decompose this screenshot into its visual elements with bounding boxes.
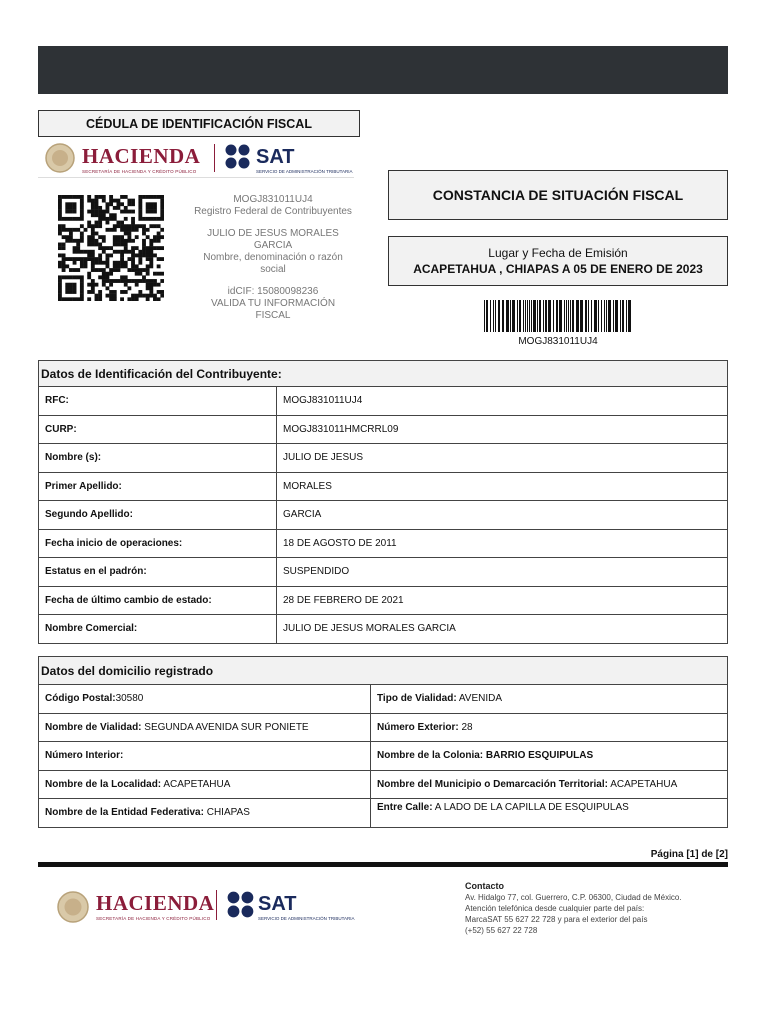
field-value: MOGJ831011HMCRRL09 <box>277 415 728 444</box>
table-row <box>39 742 728 771</box>
address-cell <box>371 685 728 714</box>
id-name-line2: GARCIA <box>253 240 293 251</box>
field-label: Nombre (s): <box>39 444 277 473</box>
id-rfc-label: Registro Federal de Contribuyentes <box>194 206 352 217</box>
address-cell <box>371 713 728 742</box>
footer-sat-text: SAT <box>258 893 297 915</box>
contacto-line3: MarcaSAT 55 627 22 728 y para el exterior del país <box>465 915 648 924</box>
idcif-value: 15080098236 <box>257 286 319 297</box>
table-row <box>39 770 728 799</box>
address-value: AVENIDA <box>456 693 503 705</box>
lugar-fecha-box <box>388 236 728 286</box>
footer-hacienda-text: HACIENDA <box>96 891 215 915</box>
table-row <box>39 558 728 587</box>
logo-divider <box>214 144 215 172</box>
valida-line1: VALIDA TU INFORMACIÓN <box>210 298 336 309</box>
field-label: Estatus en el padrón: <box>39 558 277 587</box>
qr-code <box>58 195 164 306</box>
sat-dots-icon <box>226 891 256 924</box>
table-row <box>39 472 728 501</box>
footer-hacienda-subtitle: SECRETARÍA DE HACIENDA Y CRÉDITO PÚBLICO <box>96 916 211 921</box>
address-value: A LADO DE LA CAPILLA DE ESQUIPULAS <box>432 802 629 813</box>
address-value: ACAPETAHUA <box>607 778 678 790</box>
address-value: BARRIO ESQUIPULAS <box>483 750 594 762</box>
address-label: Nombre de la Colonia: <box>377 750 484 762</box>
constancia-title: CONSTANCIA DE SITUACIÓN FISCAL <box>388 170 728 220</box>
field-value: 18 DE AGOSTO DE 2011 <box>277 529 728 558</box>
page-number: Página [1] de [2] <box>650 849 728 860</box>
footer-rule <box>38 862 728 867</box>
id-rfc: MOGJ831011UJ4 <box>233 194 313 205</box>
address-label: Nombre del Municipio o Demarcación Territorial: <box>377 778 608 790</box>
lugar-value: ACAPETAHUA , CHIAPAS A 05 DE ENERO DE 2023 <box>413 262 703 276</box>
id-name-line1: JULIO DE JESUS MORALES <box>207 228 339 239</box>
contribuyente-table <box>38 360 728 644</box>
address-value: SEGUNDA AVENIDA SUR PONIETE <box>141 721 309 733</box>
sat-logo-subtitle: SERVICIO DE ADMINISTRACIÓN TRIBUTARIA <box>256 169 353 174</box>
table-row <box>39 713 728 742</box>
contacto-address: Av. Hidalgo 77, col. Guerrero, C.P. 06300, Ciudad de México. <box>465 893 682 902</box>
field-label: Primer Apellido: <box>39 472 277 501</box>
footer-sat-subtitle: SERVICIO DE ADMINISTRACIÓN TRIBUTARIA <box>258 916 355 921</box>
address-cell <box>39 685 371 714</box>
address-value: 28 <box>458 721 473 733</box>
hacienda-logo-subtitle: SECRETARÍA DE HACIENDA Y CRÉDITO PÚBLICO <box>82 169 197 174</box>
sat-dots-icon <box>224 144 252 175</box>
domicilio-title: Datos del domicilio registrado <box>39 657 728 685</box>
address-value: ACAPETAHUA <box>161 778 231 790</box>
field-value: JULIO DE JESUS MORALES GARCIA <box>277 615 728 644</box>
header-logos <box>38 138 354 178</box>
top-bar <box>38 46 728 94</box>
id-card-info <box>188 194 358 322</box>
contacto-line4: (+52) 55 627 22 728 <box>465 926 538 935</box>
field-label: Segundo Apellido: <box>39 501 277 530</box>
idcif-label: idCIF: <box>227 286 255 297</box>
address-label: Entre Calle: <box>377 802 433 813</box>
address-label: Nombre de la Entidad Federativa: <box>45 807 204 819</box>
field-label: Nombre Comercial: <box>39 615 277 644</box>
lugar-label: Lugar y Fecha de Emisión <box>488 246 628 260</box>
table-row <box>39 799 728 828</box>
logo-divider <box>216 890 217 920</box>
address-label: Número Exterior: <box>377 721 459 733</box>
contacto-line2: Atención telefónica desde cualquier parte del país: <box>465 904 645 913</box>
table-row <box>39 501 728 530</box>
hacienda-seal-icon <box>56 890 90 929</box>
address-label: Tipo de Vialidad: <box>377 693 457 705</box>
valida-line2: FISCAL <box>255 310 291 321</box>
barcode <box>484 300 632 347</box>
address-cell <box>371 799 728 828</box>
contacto-title: Contacto <box>465 881 504 891</box>
address-label: Número Interior: <box>45 750 124 762</box>
address-label: Nombre de Vialidad: <box>45 721 142 733</box>
address-cell <box>39 770 371 799</box>
field-value: MOGJ831011UJ4 <box>277 387 728 416</box>
address-cell <box>39 713 371 742</box>
table-row <box>39 415 728 444</box>
field-value: SUSPENDIDO <box>277 558 728 587</box>
field-label: Fecha inicio de operaciones: <box>39 529 277 558</box>
address-label: Nombre de la Localidad: <box>45 778 162 790</box>
id-name-label-2: social <box>260 264 286 275</box>
field-value: MORALES <box>277 472 728 501</box>
field-value: 28 DE FEBRERO DE 2021 <box>277 586 728 615</box>
address-cell <box>39 742 371 771</box>
address-value: CHIAPAS <box>203 807 250 819</box>
domicilio-table <box>38 656 728 828</box>
barcode-text: MOGJ831011UJ4 <box>518 336 598 347</box>
address-label: Código Postal: <box>45 693 116 705</box>
cedula-title: CÉDULA DE IDENTIFICACIÓN FISCAL <box>38 110 360 137</box>
address-cell <box>371 742 728 771</box>
address-cell <box>371 770 728 799</box>
table-row <box>39 444 728 473</box>
sat-logo-text: SAT <box>256 146 295 168</box>
contribuyente-title: Datos de Identificación del Contribuyente: <box>39 361 728 387</box>
field-label: CURP: <box>39 415 277 444</box>
table-row <box>39 586 728 615</box>
table-row <box>39 615 728 644</box>
table-row <box>39 685 728 714</box>
footer-logos <box>52 882 362 934</box>
hacienda-logo-text: HACIENDA <box>82 144 201 168</box>
table-row <box>39 529 728 558</box>
id-name-label-1: Nombre, denominación o razón <box>203 252 343 263</box>
field-label: Fecha de último cambio de estado: <box>39 586 277 615</box>
address-value: 30580 <box>115 693 144 705</box>
contacto-block <box>465 881 735 936</box>
table-row <box>39 387 728 416</box>
field-value: GARCIA <box>277 501 728 530</box>
hacienda-seal-icon <box>44 142 76 179</box>
field-label: RFC: <box>39 387 277 416</box>
field-value: JULIO DE JESUS <box>277 444 728 473</box>
address-cell <box>39 799 371 828</box>
